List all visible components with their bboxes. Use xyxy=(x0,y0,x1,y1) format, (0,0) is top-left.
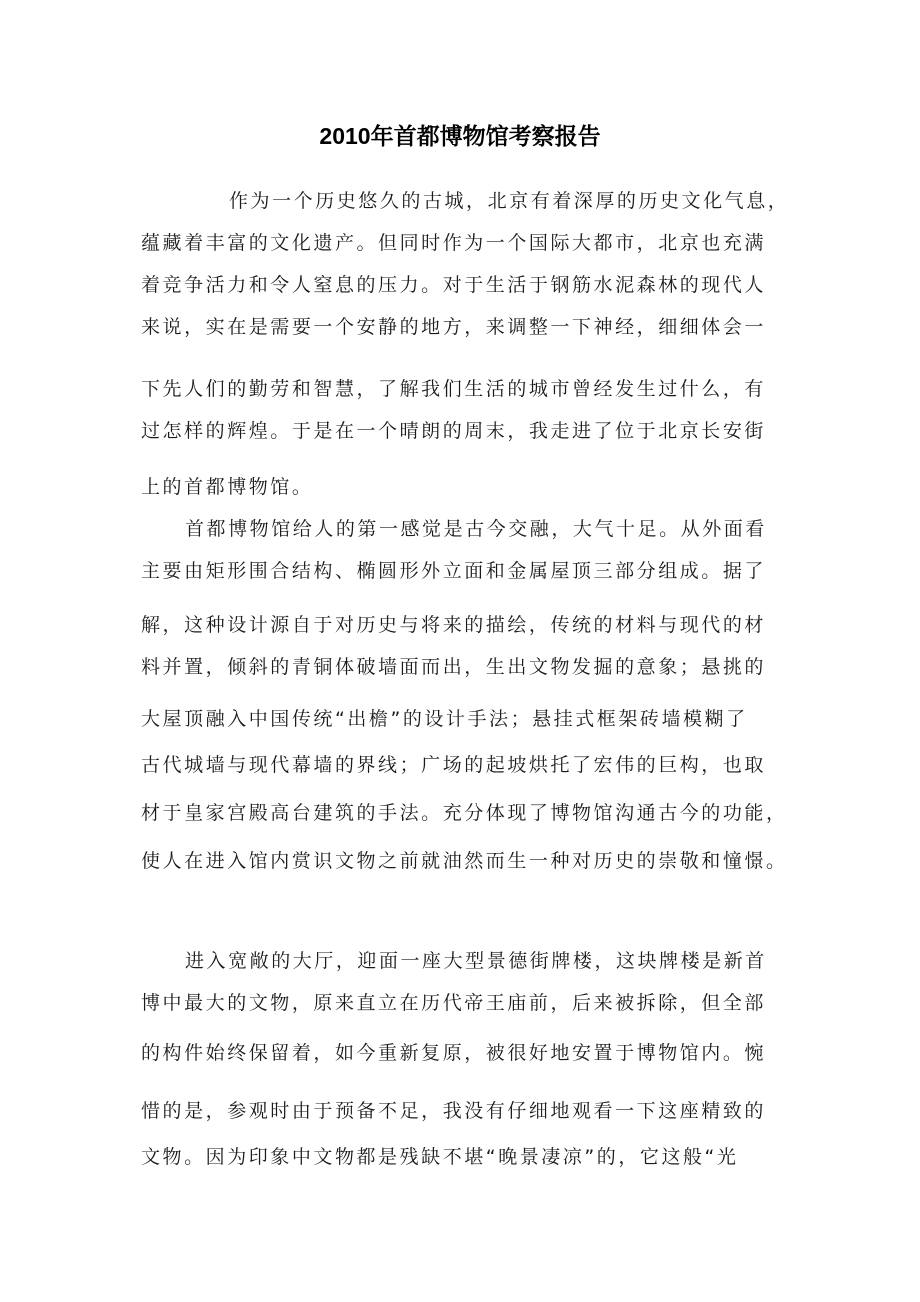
paragraph-line: 料并置，倾斜的青铜体破墙面而出，生出文物发掘的意象；悬挑的 xyxy=(141,656,766,678)
paragraph-line: 大屋顶融入中国传统“出檐”的设计手法；悬挂式框架砖墙模糊了 xyxy=(141,708,748,730)
document-title: 2010年首都博物馆考察报告 xyxy=(319,123,601,149)
paragraph-line: 着竞争活力和令人窒息的压力。对于生活于钢筋水泥森林的现代人 xyxy=(141,274,766,296)
paragraph-line: 上的首都博物馆。 xyxy=(141,476,314,498)
paragraph-line: 使人在进入馆内赏识文物之前就油然而生一种对历史的崇敬和憧憬。 xyxy=(141,850,788,872)
paragraph-line: 来说，实在是需要一个安静的地方，来调整一下神经，细细体会一 xyxy=(141,316,766,338)
paragraph-line: 进入宽敞的大厅，迎面一座大型景德街牌楼，这块牌楼是新首 xyxy=(185,950,767,972)
paragraph-line: 古代城墙与现代幕墙的界线；广场的起坡烘托了宏伟的巨构，也取 xyxy=(141,754,766,776)
paragraph-line: 解，这种设计源自于对历史与将来的描绘，传统的材料与现代的材 xyxy=(141,614,766,636)
paragraph-line: 材于皇家宫殿高台建筑的手法。充分体现了博物馆沟通古今的功能， xyxy=(141,802,788,824)
paragraph-line: 主要由矩形围合结构、椭圆形外立面和金属屋顶三部分组成。据了 xyxy=(141,560,766,582)
paragraph-line: 文物。因为印象中文物都是残缺不堪“晚景凄凉”的，它这般“光 xyxy=(141,1146,739,1168)
paragraph-line: 过怎样的辉煌。于是在一个晴朗的周末，我走进了位于北京长安街 xyxy=(141,420,766,442)
paragraph-line: 下先人们的勤劳和智慧，了解我们生活的城市曾经发生过什么，有 xyxy=(141,378,766,400)
paragraph-line: 蕴藏着丰富的文化遗产。但同时作为一个国际大都市，北京也充满 xyxy=(141,232,766,254)
paragraph-line: 惜的是，参观时由于预备不足，我没有仔细地观看一下这座精致的 xyxy=(141,1100,766,1122)
paragraph-line: 首都博物馆给人的第一感觉是古今交融，大气十足。从外面看 xyxy=(185,518,767,540)
paragraph-line: 博中最大的文物，原来直立在历代帝王庙前，后来被拆除，但全部 xyxy=(141,992,766,1014)
paragraph-line: 作为一个历史悠久的古城，北京有着深厚的历史文化气息， xyxy=(229,190,790,212)
paragraph-line: 的构件始终保留着，如今重新复原，被很好地安置于博物馆内。惋 xyxy=(141,1042,766,1064)
